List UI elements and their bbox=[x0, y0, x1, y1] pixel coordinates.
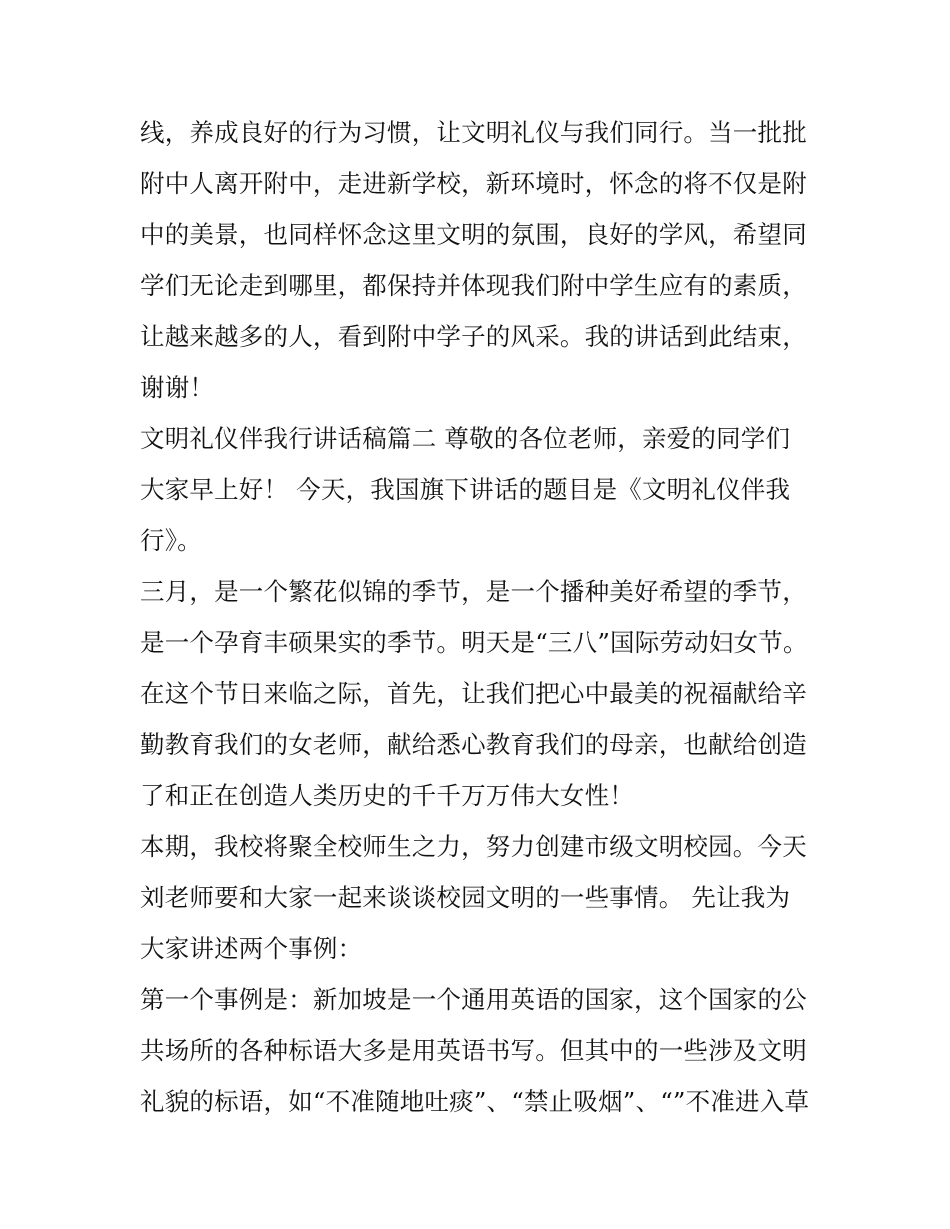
text-line: 三月，是一个繁花似锦的季节，是一个播种美好希望的季节， bbox=[140, 577, 807, 606]
text-line: 附中人离开附中，走进新学校，新环境时，怀念的将不仅是附 bbox=[140, 169, 807, 198]
text-line: 谢谢！ bbox=[140, 373, 215, 402]
text-line: 本期，我校将聚全校师生之力，努力创建市级文明校园。今天 bbox=[140, 832, 807, 861]
text-line: 第一个事例是：新加坡是一个通用英语的国家，这个国家的公 bbox=[140, 985, 807, 1014]
text-line: 在这个节日来临之际，首先，让我们把心中最美的祝福献给辛 bbox=[140, 679, 807, 708]
text-line: 礼貌的标语，如“不准随地吐痰”、“禁止吸烟”、“”不准进入草 bbox=[140, 1087, 810, 1116]
text-line: 大家讲述两个事例： bbox=[140, 934, 363, 963]
text-line: 是一个孕育丰硕果实的季节。明天是“三八”国际劳动妇女节。 bbox=[140, 628, 808, 657]
section-heading-line: 文明礼仪伴我行讲话稿篇二 尊敬的各位老师，亲爱的同学们 bbox=[140, 424, 791, 453]
text-line: 学们无论走到哪里，都保持并体现我们附中学生应有的素质， bbox=[140, 271, 807, 300]
text-line: 让越来越多的人，看到附中学子的风采。我的讲话到此结束， bbox=[140, 322, 807, 351]
text-line: 刘老师要和大家一起来谈谈校园文明的一些事情。 先让我为 bbox=[140, 883, 791, 912]
document-body bbox=[140, 107, 820, 1127]
text-line: 大家早上好！ 今天，我国旗下讲话的题目是《文明礼仪伴我 bbox=[140, 475, 791, 504]
text-line: 了和正在创造人类历史的千千万万伟大女性！ bbox=[140, 781, 634, 810]
text-line: 线，养成良好的行为习惯，让文明礼仪与我们同行。当一批批 bbox=[140, 118, 807, 147]
text-line: 行》。 bbox=[140, 526, 202, 555]
text-line: 中的美景，也同样怀念这里文明的氛围，良好的学风，希望同 bbox=[140, 220, 807, 249]
text-line: 共场所的各种标语大多是用英语书写。但其中的一些涉及文明 bbox=[140, 1036, 807, 1065]
text-line: 勤教育我们的女老师，献给悉心教育我们的母亲，也献给创造 bbox=[140, 730, 807, 759]
